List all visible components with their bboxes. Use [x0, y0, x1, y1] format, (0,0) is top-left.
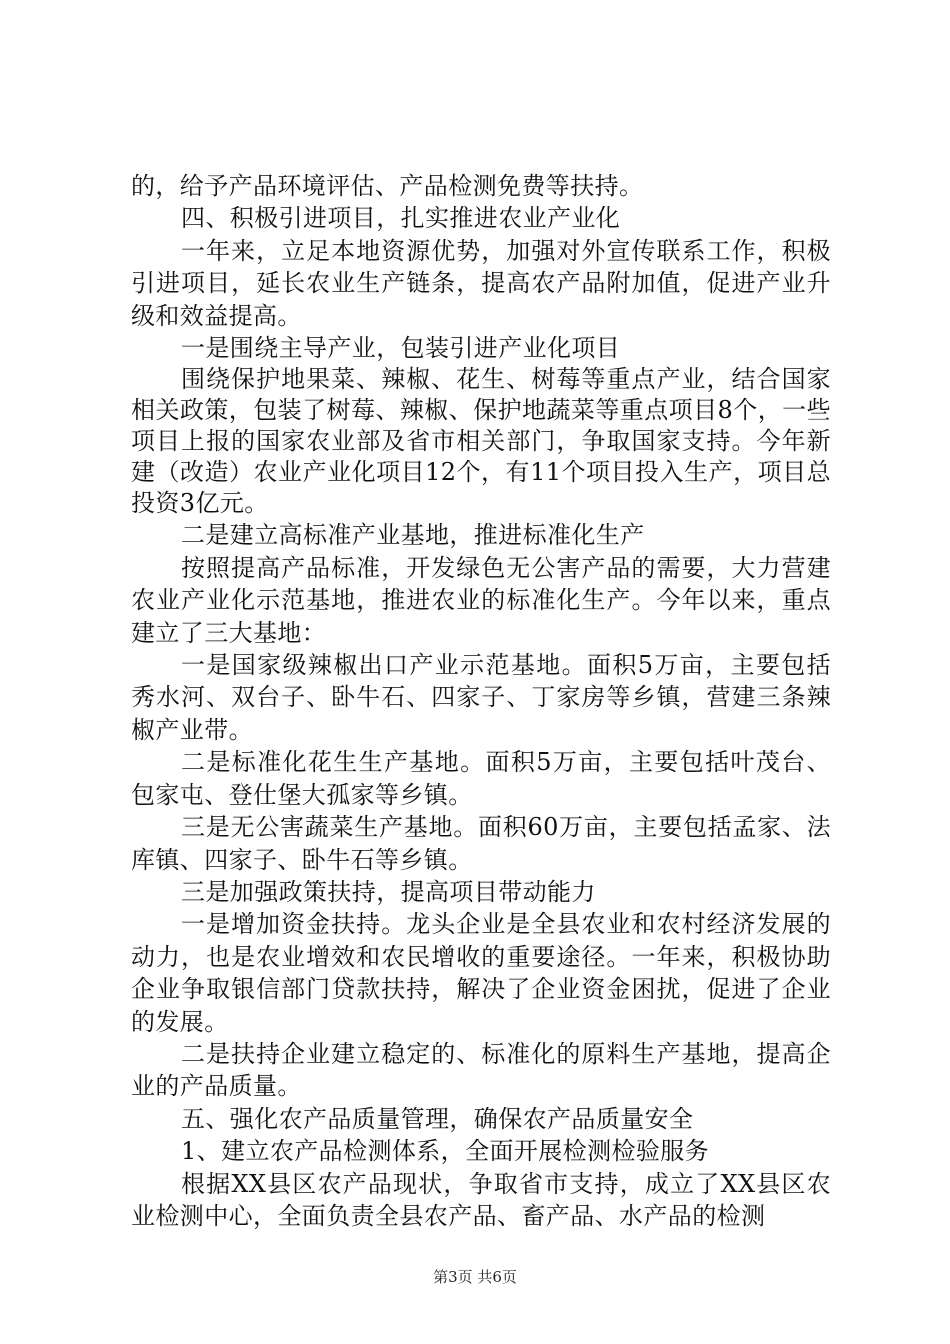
- paragraph: 二是标准化花生生产基地。面积5万亩，主要包括叶茂台、包家屯、登仕堡大孤家等乡镇。: [131, 748, 831, 809]
- subheading: 三是加强政策扶持，提高项目带动能力: [181, 877, 596, 906]
- paragraph: 按照提高产品标准，开发绿色无公害产品的需要，大力营建农业产业化示范基地，推进农业的标准化生产。今年以来，重点建立了三大基地：: [131, 553, 831, 647]
- paragraph: 三是无公害蔬菜生产基地。面积60万亩，主要包括孟家、法库镇、四家子、卧牛石等乡镇。: [131, 813, 831, 874]
- subheading: 1、建立农产品检测体系，全面开展检测检验服务: [181, 1137, 710, 1166]
- paragraph: 根据XX县区农产品现状，争取省市支持，成立了XX县区农业检测中心，全面负责全县农产品、畜产品、水产品的检测: [131, 1169, 831, 1230]
- page-number-footer: 第3页 共6页: [433, 1268, 517, 1286]
- subheading: 二是建立高标准产业基地，推进标准化生产: [181, 521, 645, 550]
- paragraph: 二是扶持企业建立稳定的、标准化的原料生产基地，提高企业的产品质量。: [131, 1039, 831, 1101]
- paragraph: 一是增加资金扶持。龙头企业是全县农业和农村经济发展的动力，也是农业增效和农民增收的重要途径。一年来，积极协助企业争取银信部门贷款扶持，解决了企业资金困扰，促进了企业的发展。: [131, 910, 831, 1036]
- paragraph: 围绕保护地果菜、辣椒、花生、树莓等重点产业，结合国家相关政策，包装了树莓、辣椒、保护地蔬菜等重点项目8个，一些项目上报的国家农业部及省市相关部门，争取国家支持。今年新建（改造）农业产业化项目12个，有11个项目投入生产，项目总投资3亿元。: [131, 365, 831, 518]
- subheading: 一是围绕主导产业，包装引进产业化项目: [181, 334, 621, 363]
- paragraph: 一年来，立足本地资源优势，加强对外宣传联系工作，积极引进项目，延长农业生产链条，提高农产品附加值，促进产业升级和效益提高。: [131, 236, 831, 330]
- document-body: [131, 170, 831, 1232]
- paragraph-continuation: 的，给予产品环境评估、产品检测免费等扶持。: [131, 172, 644, 200]
- section-heading-4: 四、积极引进项目，扎实推进农业产业化: [181, 204, 621, 233]
- paragraph: 一是国家级辣椒出口产业示范基地。面积5万亩，主要包括秀水河、双台子、卧牛石、四家子、丁家房等乡镇，营建三条辣椒产业带。: [131, 651, 831, 744]
- section-heading-5: 五、强化农产品质量管理，确保农产品质量安全: [181, 1104, 694, 1133]
